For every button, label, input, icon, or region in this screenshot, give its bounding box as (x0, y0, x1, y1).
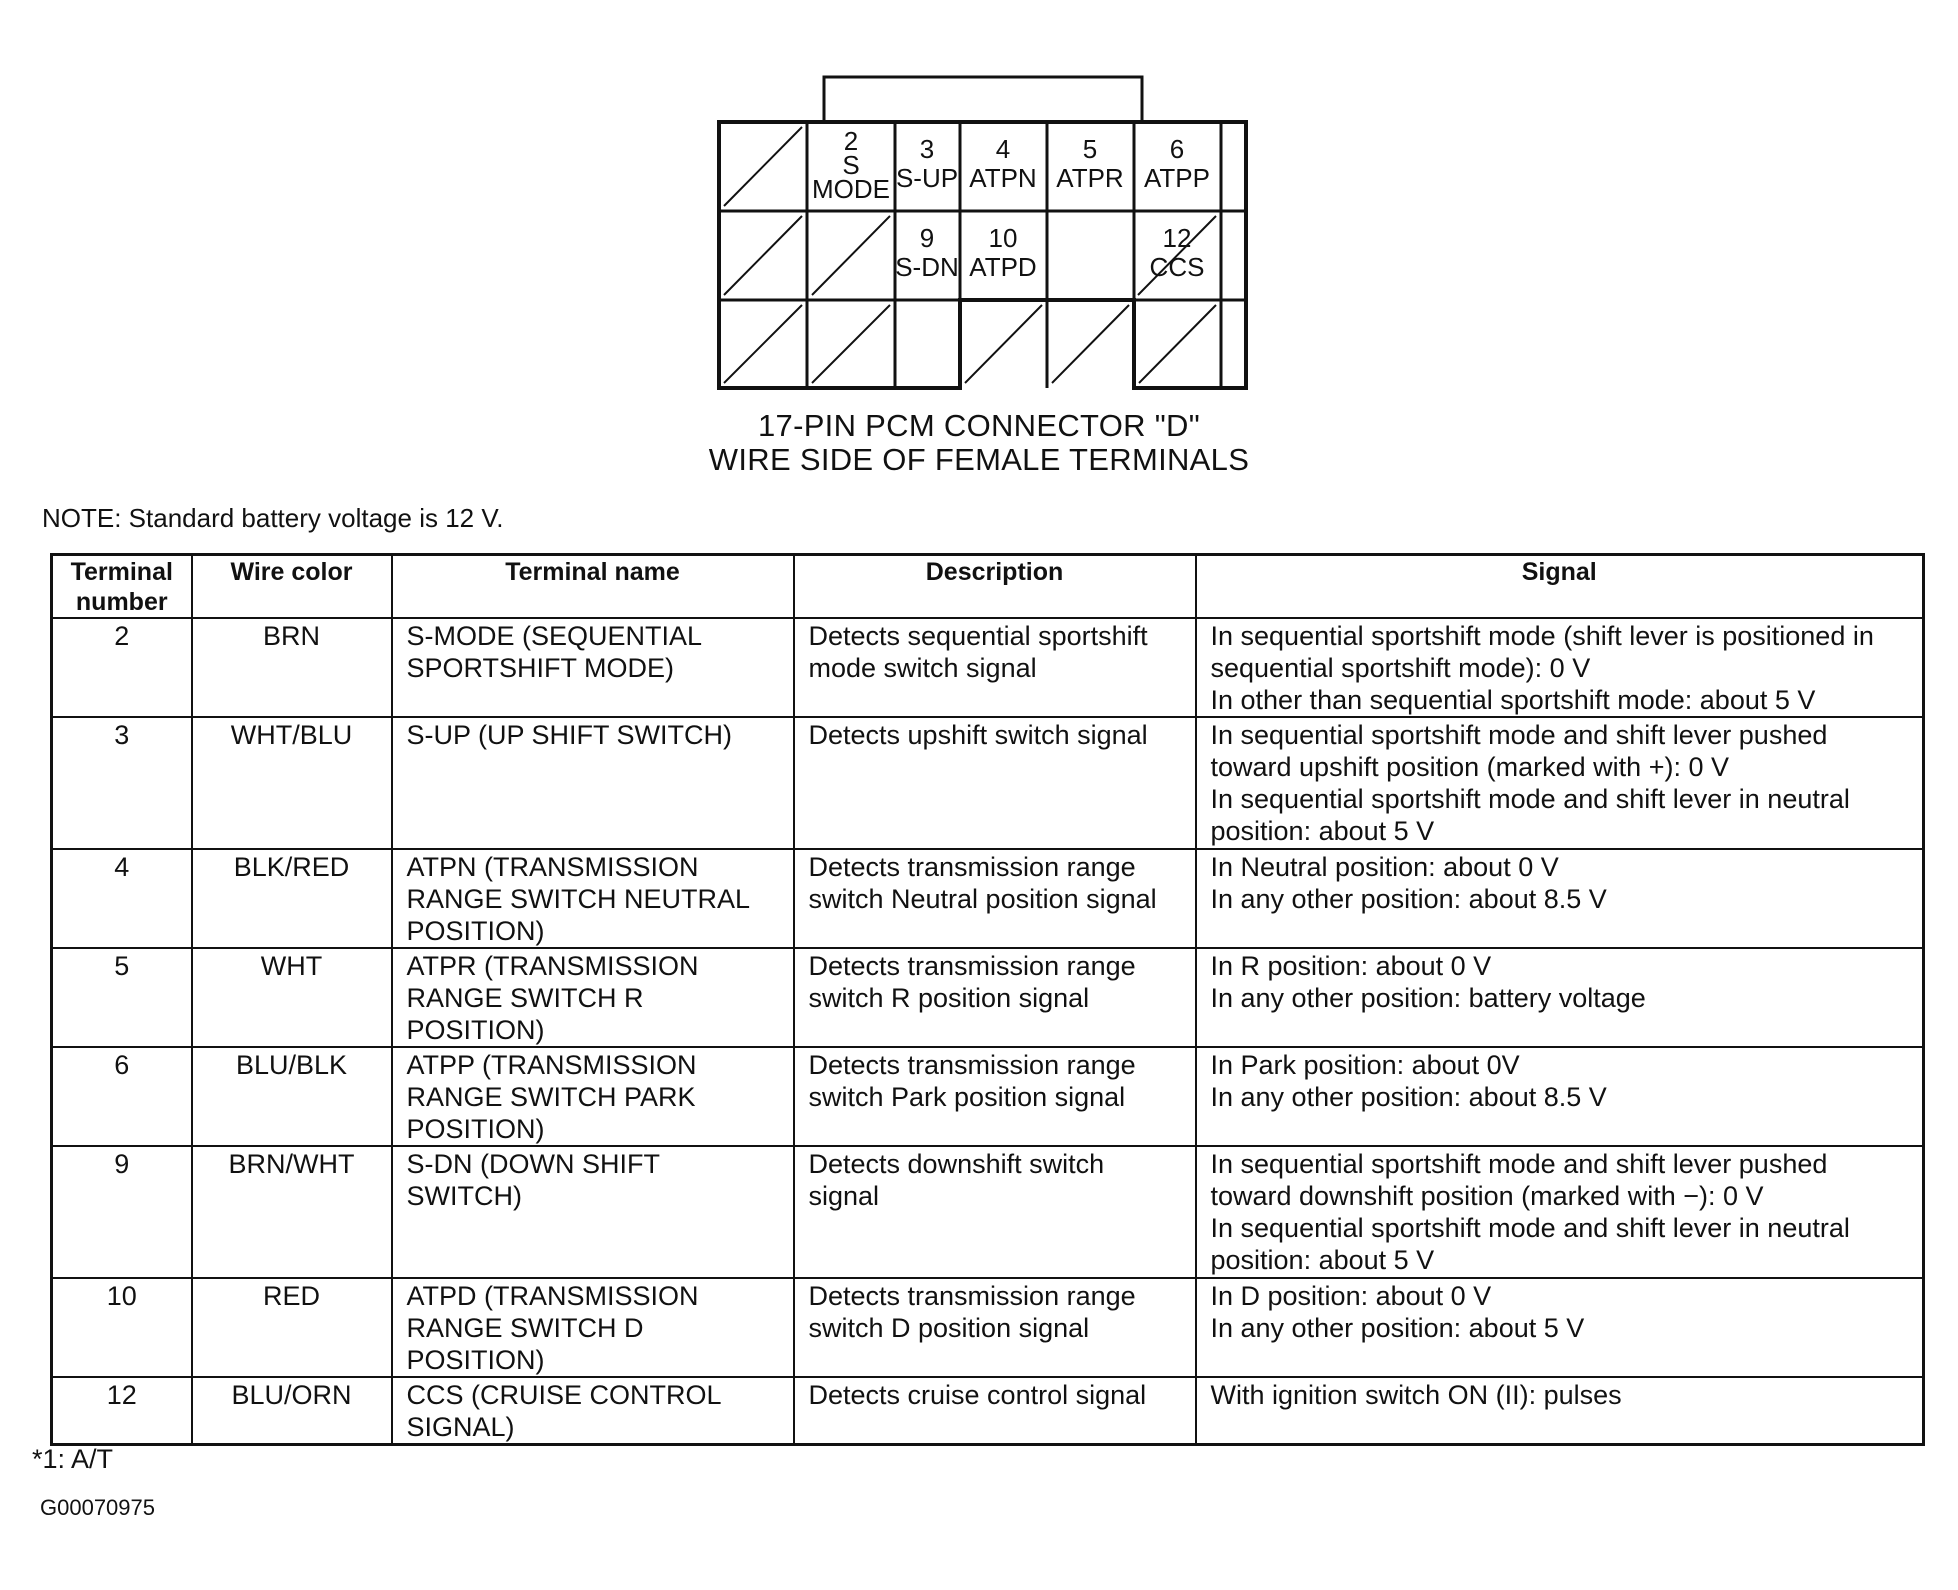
terminal-name-cell: CCS (CRUISE CONTROL SIGNAL) (392, 1377, 794, 1445)
table-row (52, 717, 1924, 849)
connector-subtitle: WIRE SIDE OF FEMALE TERMINALS (708, 442, 1250, 477)
pin-3 (896, 134, 958, 193)
table-row (52, 948, 1924, 1047)
signal-line: With ignition switch ON (II): pulses (1210, 1380, 1622, 1410)
signal-cell (1196, 1047, 1924, 1146)
signal-line: In Neutral position: about 0 V (1210, 852, 1559, 882)
description-cell: Detects transmission range switch Neutral position signal (794, 849, 1196, 948)
signal-cell (1196, 717, 1924, 849)
terminal-name-cell: S-UP (UP SHIFT SWITCH) (392, 717, 794, 849)
pin-9 (895, 223, 959, 282)
connector-diagram (712, 70, 1260, 400)
signal-cell (1196, 618, 1924, 717)
signal-line: In sequential sportshift mode (shift lever is positioned in sequential sportshift mode): 0 V (1210, 621, 1874, 683)
pin-12 (1150, 223, 1205, 282)
pin-10 (969, 223, 1036, 282)
pin-number: 4 (995, 134, 1011, 164)
terminal-number-cell: 4 (52, 849, 192, 948)
table-header-row (52, 555, 1924, 619)
terminal-table (50, 553, 1925, 1446)
wire-color-cell: RED (192, 1278, 392, 1377)
terminal-name-cell: S-MODE (SEQUENTIAL SPORTSHIFT MODE) (392, 618, 794, 717)
pin-number: 2 (843, 126, 859, 156)
signal-line: In R position: about 0 V (1210, 951, 1492, 981)
wire-color-cell: BLU/ORN (192, 1377, 392, 1445)
pin-name: S (842, 150, 860, 180)
signal-line: In any other position: about 5 V (1210, 1313, 1585, 1343)
pin-4 (969, 134, 1036, 193)
pin-5 (1056, 134, 1123, 193)
pin-name: MODE (812, 174, 890, 204)
terminal-name-cell: ATPP (TRANSMISSION RANGE SWITCH PARK POSITION) (392, 1047, 794, 1146)
header-terminal-number: Terminal number (52, 555, 192, 619)
terminal-number-cell: 6 (52, 1047, 192, 1146)
signal-line: In sequential sportshift mode and shift lever pushed toward upshift position (marked with +): 0 V (1210, 720, 1828, 782)
footnote: *1: A/T (32, 1444, 114, 1474)
terminal-name-cell: ATPR (TRANSMISSION RANGE SWITCH R POSITION) (392, 948, 794, 1047)
signal-line: In Park position: about 0V (1210, 1050, 1520, 1080)
wire-color-cell: WHT (192, 948, 392, 1047)
pin-name: ATPP (1144, 163, 1210, 193)
signal-line: In sequential sportshift mode and shift lever in neutral position: about 5 V (1210, 784, 1850, 846)
pin-name: S-DN (895, 252, 959, 282)
pin-name: CCS (1149, 252, 1205, 282)
pin-number: 5 (1082, 134, 1098, 164)
wire-color-cell: BRN (192, 618, 392, 717)
description-cell: Detects downshift switch signal (794, 1146, 1196, 1278)
table-row (52, 1278, 1924, 1377)
signal-line: In D position: about 0 V (1210, 1281, 1492, 1311)
signal-line: In sequential sportshift mode and shift lever pushed toward downshift position (marked with −): 0 V (1210, 1149, 1828, 1211)
blank-cavity (724, 216, 802, 295)
signal-line: In any other position: about 8.5 V (1210, 1082, 1607, 1112)
figure-id: G00070975 (40, 1495, 155, 1520)
wire-color-cell: BLU/BLK (192, 1047, 392, 1146)
signal-line: In any other position: battery voltage (1210, 983, 1646, 1013)
pin-number: 9 (919, 223, 935, 253)
blank-cavity (812, 216, 890, 295)
description-cell: Detects transmission range switch R position signal (794, 948, 1196, 1047)
signal-cell (1196, 849, 1924, 948)
blank-cavity (724, 127, 802, 206)
connector-latch (824, 77, 1142, 122)
description-cell: Detects upshift switch signal (794, 717, 1196, 849)
blank-cavity (1139, 305, 1216, 383)
table-row (52, 1146, 1924, 1278)
pin-number: 12 (1162, 223, 1192, 253)
terminal-name-cell: S-DN (DOWN SHIFT SWITCH) (392, 1146, 794, 1278)
pin-name: ATPN (969, 163, 1037, 193)
signal-line: In sequential sportshift mode and shift lever in neutral position: about 5 V (1210, 1213, 1850, 1275)
terminal-number-cell: 3 (52, 717, 192, 849)
signal-line: In any other position: about 8.5 V (1210, 884, 1607, 914)
terminal-name-cell: ATPN (TRANSMISSION RANGE SWITCH NEUTRAL POSITION) (392, 849, 794, 948)
blank-cavity (724, 305, 802, 383)
connector-title: 17-PIN PCM CONNECTOR "D" (757, 408, 1201, 443)
blank-cavity (812, 305, 890, 383)
blank-cavity (965, 305, 1042, 383)
pin-number: 10 (988, 223, 1018, 253)
terminal-name-cell: ATPD (TRANSMISSION RANGE SWITCH D POSITION) (392, 1278, 794, 1377)
wire-color-cell: BLK/RED (192, 849, 392, 948)
blank-cavity (1052, 305, 1129, 383)
wire-color-cell: BRN/WHT (192, 1146, 392, 1278)
pin-name: ATPD (969, 252, 1037, 282)
header-wire-color: Wire color (192, 555, 392, 619)
pin-number: 6 (1169, 134, 1185, 164)
signal-cell (1196, 1377, 1924, 1445)
note: NOTE: Standard battery voltage is 12 V. (42, 503, 504, 533)
pin-number: 3 (919, 134, 935, 164)
signal-cell (1196, 1146, 1924, 1278)
table-row (52, 1377, 1924, 1445)
description-cell: Detects sequential sportshift mode switch signal (794, 618, 1196, 717)
table-row (52, 849, 1924, 948)
table-row (52, 1047, 1924, 1146)
wire-color-cell: WHT/BLU (192, 717, 392, 849)
description-cell: Detects cruise control signal (794, 1377, 1196, 1445)
terminal-number-cell: 10 (52, 1278, 192, 1377)
pin-name: S-UP (895, 163, 959, 193)
pin-name: ATPR (1056, 163, 1124, 193)
description-cell: Detects transmission range switch Park position signal (794, 1047, 1196, 1146)
pin-2 (812, 126, 890, 204)
header-signal: Signal (1196, 555, 1924, 619)
signal-cell (1196, 948, 1924, 1047)
terminal-number-cell: 5 (52, 948, 192, 1047)
terminal-number-cell: 12 (52, 1377, 192, 1445)
signal-line: In other than sequential sportshift mode: about 5 V (1210, 685, 1816, 715)
terminal-number-cell: 2 (52, 618, 192, 717)
pin-6 (1144, 134, 1210, 193)
table-row (52, 618, 1924, 717)
header-description: Description (794, 555, 1196, 619)
signal-cell (1196, 1278, 1924, 1377)
header-terminal-name: Terminal name (392, 555, 794, 619)
description-cell: Detects transmission range switch D position signal (794, 1278, 1196, 1377)
terminal-number-cell: 9 (52, 1146, 192, 1278)
